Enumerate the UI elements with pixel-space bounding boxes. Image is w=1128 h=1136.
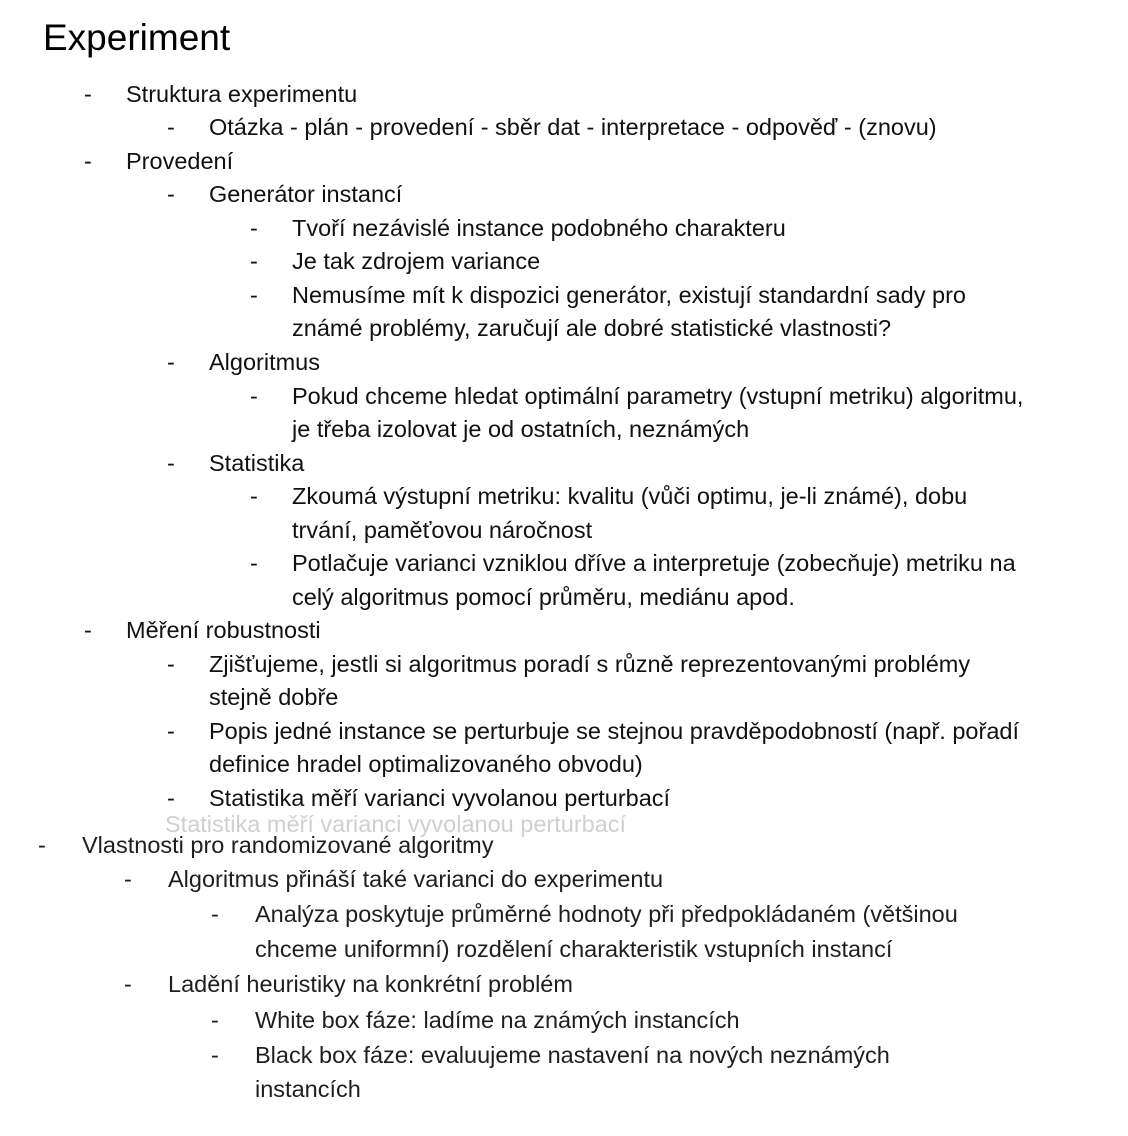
bullet-dash: -	[211, 1042, 219, 1068]
bullet-dash: -	[167, 349, 175, 375]
list-item-black-box: Black box fáze: evaluujeme nastavení na nových neznámých	[255, 1042, 890, 1068]
bullet-dash: -	[167, 181, 175, 207]
bullet-dash: -	[250, 383, 258, 409]
list-item-mereni: Měření robustnosti	[126, 617, 321, 643]
list-item-popis-cont: definice hradel optimalizovaného obvodu)	[209, 751, 643, 777]
list-item-zjistujeme: Zjišťujeme, jestli si algoritmus poradí s různě reprezentovanými problémy	[209, 651, 971, 677]
list-item-potlacuje-cont: celý algoritmus pomocí průměru, mediánu apod.	[292, 584, 795, 610]
bullet-dash: -	[38, 832, 46, 858]
bullet-dash: -	[167, 651, 175, 677]
list-item-nemusime-cont: známé problémy, zaručují ale dobré statistické vlastnosti?	[292, 315, 892, 341]
bullet-dash: -	[250, 550, 258, 576]
bullet-dash: -	[250, 215, 258, 241]
list-item-potlacuje: Potlačuje varianci vzniklou dříve a interpretuje (zobecňuje) metriku na	[292, 550, 1016, 576]
bullet-dash: -	[84, 148, 92, 174]
list-item-tvori: Tvoří nezávislé instance podobného charakteru	[292, 215, 786, 241]
bullet-dash: -	[211, 1007, 219, 1033]
list-item-white-box: White box fáze: ladíme na známých instancích	[255, 1007, 740, 1033]
bullet-dash: -	[250, 248, 258, 274]
list-item-zkouma: Zkoumá výstupní metriku: kvalitu (vůči optimu, je-li známé), dobu	[292, 483, 968, 509]
list-item-otazka: Otázka - plán - provedení - sběr dat - interpretace - odpověď - (znovu)	[209, 114, 937, 140]
ghost-line-artifact	[165, 808, 685, 837]
list-item-zdroj-variance: Je tak zdrojem variance	[292, 248, 541, 274]
list-item-zjistujeme-cont: stejně dobře	[209, 684, 339, 710]
list-item-vlastnosti: Vlastnosti pro randomizované algoritmy	[82, 832, 494, 858]
list-item-generator: Generátor instancí	[209, 181, 403, 207]
list-item-algoritmus-prinasi: Algoritmus přináší také varianci do experimentu	[168, 866, 664, 892]
bullet-dash: -	[167, 785, 175, 811]
list-item-black-box-cont: instancích	[255, 1076, 361, 1102]
bullet-dash: -	[124, 971, 132, 997]
bullet-dash: -	[167, 718, 175, 744]
bullet-dash: -	[84, 617, 92, 643]
list-item-algoritmus: Algoritmus	[209, 349, 321, 375]
ghost-line-text: Statistika měří varianci vyvolanou perturbací	[165, 811, 627, 837]
list-item-zkouma-cont: trvání, paměťovou náročnost	[292, 517, 593, 543]
bullet-dash: -	[250, 282, 258, 308]
list-item-pokud: Pokud chceme hledat optimální parametry (vstupní metriku) algoritmu,	[292, 383, 1024, 409]
list-item-nemusime: Nemusíme mít k dispozici generátor, existují standardní sady pro	[292, 282, 966, 308]
bullet-dash: -	[167, 450, 175, 476]
list-item-provedeni: Provedení	[126, 148, 234, 174]
list-item-statistika-meri: Statistika měří varianci vyvolanou perturbací	[209, 785, 671, 811]
page-title: Experiment	[43, 17, 231, 58]
list-item-analyza-cont: chceme uniformní) rozdělení charakteristik vstupních instancí	[255, 936, 893, 962]
bullet-dash: -	[250, 483, 258, 509]
list-item-struktura: Struktura experimentu	[126, 81, 358, 107]
list-item-analyza: Analýza poskytuje průměrné hodnoty při předpokládaném (většinou	[255, 901, 958, 927]
bullet-dash: -	[124, 866, 132, 892]
list-item-popis: Popis jedné instance se perturbuje se stejnou pravděpodobností (např. pořadí	[209, 718, 1019, 744]
bullet-dash: -	[211, 901, 219, 927]
bullet-dash: -	[167, 114, 175, 140]
list-item-ladeni: Ladění heuristiky na konkrétní problém	[168, 971, 573, 997]
bullet-dash: -	[84, 81, 92, 107]
list-item-pokud-cont: je třeba izolovat je od ostatních, neznámých	[292, 416, 750, 442]
list-item-statistika: Statistika	[209, 450, 305, 476]
